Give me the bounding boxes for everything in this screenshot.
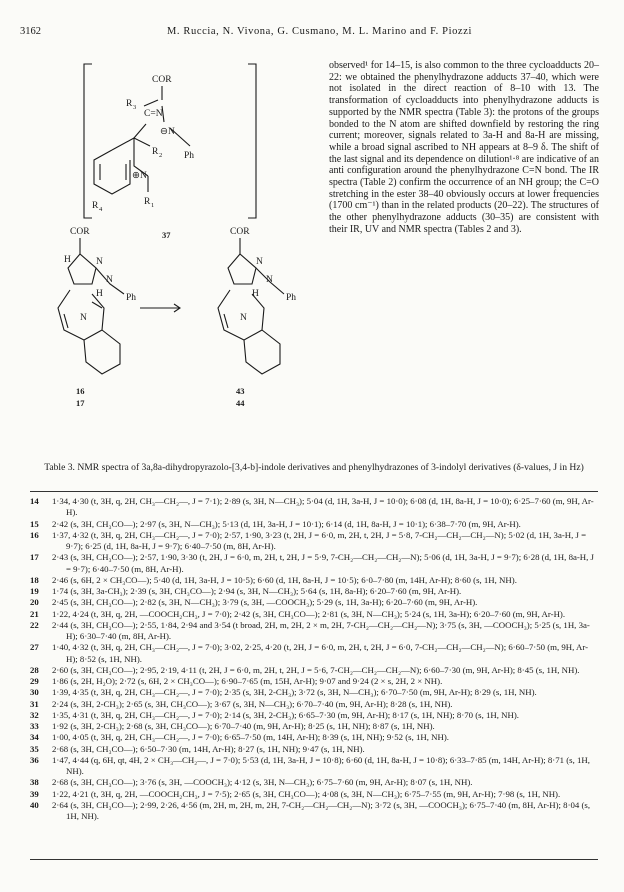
table-row [30,732,598,743]
compound-number: 34 [30,732,39,743]
top-r1-label: R [144,197,151,207]
nmr-data: 1·34, 4·30 (t, 3H, q, 2H, CH₃—CH₂—, J = 7·1); 2·89 (s, 3H, N—CH₃); 5·04 (d, 1H, 3a-H, J = 10·0); 6·08 (d, 1H, 8a-H, J = 10·0); 6·25–7·60 (m, 9H, Ar-H). [52,496,594,518]
left-ph-label: Ph [126,293,137,303]
compound-number: 30 [30,687,39,698]
table-row [30,609,598,620]
right-n1-label: N [256,257,263,267]
compound-number: 19 [30,586,39,596]
top-cor-label: COR [152,75,172,85]
compound-number: 21 [30,608,39,619]
nmr-data: 1·37, 4·32 (t, 3H, q, 2H, CH₃—CH₂—, J = 7·0); 2·57, 1·90, 3·23 (t, 2H, J = 6·0, m, 2H, t, 2H, J = 5·8, 7-CH₂—CH₂—CH₂—N); 5·02 (d, 1H, 3a-H, J = 9·7); 6·25 (d, 1H, 8a-H, J = 9·7); 6·40–7·50 (m, 8H, Ar-H). [52,529,587,551]
table-row [30,665,598,676]
page-number: 3162 [20,26,41,37]
compound-number: 40 [30,799,39,810]
compound-number: 17 [30,552,39,563]
table-row [30,597,598,608]
table-row [30,642,598,665]
nmr-data: 2·44 (s, 3H, CH₃CO—); 2·55, 1·84, 2·94 and 3·54 (t broad, 2H, m, 2H, 2 × m, 2H, 7-CH₂—CH₂—CH₂—N); 3·75 (s, 3H, —COOCH₃); 5·25 (s, 1H, 3a-H); 6·30–7·40 (m, 8H, Ar-H). [52,619,590,641]
compound-number: 31 [30,698,39,709]
left-cor-label: COR [70,227,90,237]
nmr-data: 1·22, 4·21 (t, 3H, q, 2H, —COOCH₂CH₃, J = 7·5); 2·65 (s, 3H, CH₃CO—); 4·08 (s, 3H, N—CH₃); 6·75–7·55 (m, 9H, Ar-H); 7·98 (s, 1H, NH). [52,788,561,799]
compound-number: 29 [30,676,39,686]
table-row [30,575,598,586]
running-authors: M. Ruccia, N. Vivona, G. Cusmano, M. L. Marino and F. Piozzi [167,26,472,37]
nmr-data: 1·86 (s, 2H, H₂O); 2·72 (s, 6H, 2 × CH₃CO—); 6·90–7·65 (m, 15H, Ar-H); 9·07 and 9·24 (2 × s, 2H, 2 × NH). [52,676,443,686]
nmr-data: 2·24 (s, 3H, 2-CH₃); 2·65 (s, 3H, CH₃CO—); 3·67 (s, 3H, N—CH₃); 6·70–7·40 (m, 9H, Ar-H); 8·28 (s, 1H, NH). [52,698,453,709]
body-paragraph: observed¹ for 14–15, is also common to the three cycloadducts 20–22: we obtained the phenylhydrazone adducts 37–40, which were not isolated in the direct reaction of 8–10 with 13. The transformation of cycloadducts into phenylhydrazone adducts is supported by the NMR spectra (Table 3): the protons of the groups bonded to the N atom are shifted downfield by restoring the ring current; moreover, signals related to 3a-H and 8a-H are missing, while a broad signal ascribed to NH appears at 8–9 δ. The shift of the last signal and its dependence on dilution¹·⁸ are indicative of an anti configuration around the phenylhydrazone C=N bond. The IR spectra (Table 2) confirm the occurrence of an NH group; the C=O stretching in the ester 38–40 obviously occurs at lower frequencies (1700 cm⁻¹) than in the related products (20–22). The structures of the other phenylhydrazone adducts (30–35) are consistent with their IR, UV and NMR spectra (Tables 2 and 3). [329,60,599,235]
nmr-data: 2·42 (s, 3H, CH₃CO—); 2·97 (s, 3H, N—CH₃); 5·13 (d, 1H, 3a-H, J = 10·1); 6·14 (d, 1H, 8a-H, J = 10·1); 6·38–7·70 (m, 9H, Ar-H). [52,518,521,529]
right-n2-label: N [266,275,273,285]
nmr-data: 2·68 (s, 3H, CH₃CO—); 3·76 (s, 3H, —COOCH₃); 4·12 (s, 3H, N—CH₃); 6·75–7·60 (m, 9H, Ar-H); 8·07 (s, 1H, NH). [52,777,473,788]
table-row [30,552,598,575]
left-n3-label: N [80,313,87,323]
nmr-data: 2·60 (s, 3H, CH₃CO—); 2·95, 2·19, 4·11 (t, 2H, J = 6·0, m, 2H, t, 2H, J = 5·6, 7-CH₂—CH₂—CH₂—N); 6·60–7·30 (m, 9H, Ar-H); 8·45 (s, 1H, NH). [52,664,580,675]
table-row [30,687,598,698]
table-row [30,755,598,778]
top-r3-sub: 3 [133,104,137,111]
compound-number: 36 [30,754,39,765]
right-n3-label: N [240,313,247,323]
table-row [30,721,598,732]
compound-17-label: 17 [76,398,85,408]
table-top-rule [30,491,598,492]
nmr-data: 1·92 (s, 3H, 2-CH₃); 2·68 (s, 3H, CH₃CO—); 6·70–7·40 (m, 9H, Ar-H); 8·25 (s, 1H, NH); 8·87 (s, 1H, NH). [52,721,435,731]
right-cor-label: COR [230,227,250,237]
top-r4-sub: 4 [99,206,103,213]
chemical-structures-svg [40,58,320,458]
compound-number: 39 [30,788,39,799]
nmr-data: 1·39, 4·35 (t, 3H, q, 2H, CH₃—CH₂—, J = 7·0); 2·35 (s, 3H, 2-CH₃); 3·72 (s, 3H, N—CH₃); 6·70–7·50 (m, 9H, Ar-H); 8·29 (s, 1H, NH). [52,687,537,698]
nmr-data: 2·68 (s, 3H, CH₃CO—); 6·50–7·30 (m, 14H, Ar-H); 8·27 (s, 1H, NH); 9·47 (s, 1H, NH). [52,743,365,754]
nmr-data: 1·35, 4·31 (t, 3H, q, 2H, CH₃—CH₂—, J = 7·0); 2·14 (s, 3H, 2-CH₃); 6·65–7·30 (m, 9H, Ar-H); 8·17 (s, 1H, NH); 8·70 (s, 1H, NH). [52,709,519,720]
top-r4-label: R [92,201,99,211]
nmr-data: 1·40, 4·32 (t, 3H, q, 2H, CH₃—CH₂—, J = 7·0); 3·02, 2·25, 4·20 (t, 2H, J = 6·0, m, 2H, t, 2H, J = 6·0, 7-CH₂—CH₂—CH₂—N); 6·60–7·50 (m, 9H, Ar-H); 8·52 (s, 1H, NH). [52,642,589,664]
compound-number: 16 [30,529,39,540]
nmr-data: 1·47, 4·44 (q, 6H, qt, 4H, 2 × CH₃—CH₂—, J = 7·0); 5·53 (d, 1H, 3a-H, J = 10·8); 6·60 (d, 1H, 8a-H, J = 10·8); 6·33–7·85 (m, 14H, Ar-H); 8·71 (s, 1H, NH). [52,754,590,776]
top-cn-label: C=N [144,109,163,119]
top-r3-label: R [126,99,133,109]
left-h-label: H [64,255,71,265]
page-header [20,26,612,40]
left-n1-label: N [96,257,103,267]
table-row [30,744,598,755]
right-bracket [248,64,256,218]
table-bottom-rule [30,859,598,860]
top-r1-sub: 1 [151,202,155,209]
nmr-data: 1·00, 4·05 (t, 3H, q, 2H, CH₃—CH₂—, J = 7·0); 6·65–7·50 (m, 14H, Ar-H); 8·39 (s, 1H, NH); 9·52 (s, 1H, NH). [52,732,449,743]
table-row [30,699,598,710]
nmr-data: 1·22, 4·24 (t, 3H, q, 2H, —COOCH₂CH₃, J = 7·0); 2·42 (s, 3H, CH₃CO—); 2·81 (s, 3H, N—CH₃); 5·24 (s, 1H, 3a-H); 6·20–7·60 (m, 9H, Ar-H). [52,608,566,619]
compound-number: 38 [30,777,39,788]
compound-37-label: 37 [162,230,171,240]
compound-number: 20 [30,597,39,608]
compound-44-label: 44 [236,398,245,408]
left-n2-label: N [106,275,113,285]
table-row [30,620,598,643]
top-nminus-label: ⊖N [160,127,175,137]
left-h2-label: H [96,289,103,299]
compound-number: 28 [30,664,39,675]
compound-number: 35 [30,743,39,754]
top-r2-sub: 2 [159,152,163,159]
compound-43-label: 43 [236,386,245,396]
nmr-data: 1·74 (s, 3H, 3a-CH₃); 2·39 (s, 3H, CH₃CO—); 2·94 (s, 3H, N—CH₃); 5·64 (s, 1H, 8a-H); 6·20–7·60 (m, 9H, Ar-H). [52,586,462,596]
compound-number: 32 [30,709,39,720]
table-row [30,676,598,687]
left-bracket [84,64,92,218]
compound-number: 18 [30,574,39,585]
table-row [30,496,598,519]
table-row [30,800,598,823]
table-row [30,530,598,553]
compound-number: 27 [30,642,39,653]
compound-number: 15 [30,518,39,529]
right-h-label: H [252,289,259,299]
table-row [30,586,598,597]
table-row [30,789,598,800]
compound-number: 22 [30,619,39,630]
top-ph-label: Ph [184,151,195,161]
table-caption: Table 3. NMR spectra of 3a,8a-dihydropyrazolo-[3,4-b]-indole derivatives and phenylhydrazones of 3-indolyl derivatives (δ-values, J in Hz) [44,462,584,473]
nmr-table [30,496,598,822]
compound-16-label: 16 [76,386,85,396]
table-row [30,777,598,788]
table-row [30,519,598,530]
nmr-data: 2·43 (s, 3H, CH₃CO—); 2·57, 1·90, 3·30 (t, 2H, J = 6·0, m, 2H, t, 2H, J = 5·9, 7-CH₂—CH₂—CH₂—N); 5·06 (d, 1H, 3a-H, J = 9·7); 6·28 (d, 1H, 8a-H, J = 9·7); 6·40–7·50 (m, 8H, Ar-H). [52,552,594,574]
structure-figures [40,58,320,458]
nmr-data: 2·64 (s, 3H, CH₃CO—); 2·99, 2·26, 4·56 (m, 2H, m, 2H, m, 2H, 7-CH₂—CH₂—CH₂—N); 3·72 (s, 3H, —COOCH₃); 6·75–7·40 (m, 8H, Ar-H); 8·04 (s, 1H, NH). [52,799,591,821]
top-nplus-label: ⊕N [132,171,147,181]
table-row [30,710,598,721]
compound-number: 33 [30,721,39,731]
nmr-data: 2·45 (s, 3H, CH₃CO—); 2·82 (s, 3H, N—CH₃); 3·79 (s, 3H, —COOCH₃); 5·29 (s, 1H, 3a-H); 6·20–7·60 (m, 9H, Ar-H). [52,597,478,608]
right-ph-label: Ph [286,293,297,303]
nmr-data: 2·46 (s, 6H, 2 × CH₃CO—); 5·40 (d, 1H, 3a-H, J = 10·5); 6·60 (d, 1H, 8a-H, J = 10·5); 6·0–7·80 (m, 14H, Ar-H); 8·60 (s, 1H, NH). [52,574,517,585]
compound-number: 14 [30,496,39,506]
top-r2-label: R [152,147,159,157]
